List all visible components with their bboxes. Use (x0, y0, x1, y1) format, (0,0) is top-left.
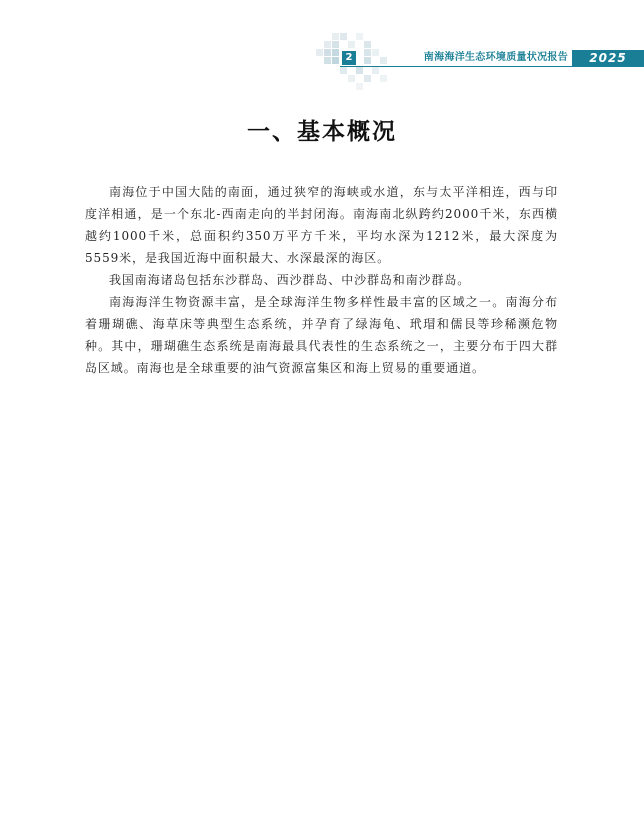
mosaic-square (324, 57, 331, 64)
mosaic-square (372, 67, 379, 74)
mosaic-square (332, 57, 339, 64)
mosaic-square (332, 41, 339, 48)
mosaic-square (364, 75, 371, 82)
paragraph-2: 我国南海诸岛包括东沙群岛、西沙群岛、中沙群岛和南沙群岛。 (109, 273, 471, 287)
mosaic-square (324, 41, 331, 48)
mosaic-square (324, 49, 331, 56)
year-badge: 2025 (572, 50, 644, 66)
mosaic-square (348, 75, 355, 82)
mosaic-square (356, 67, 363, 74)
paragraph-3: 南海海洋生物资源丰富，是全球海洋生物多样性最丰富的区域之一。南海分布着珊瑚礁、海草床等典型生态系统，并孕育了绿海龟、玳瑁和儒艮等珍稀濒危物种。其中，珊瑚礁生态系统是南海最具代表性的生态系统之一，主要分布于四大群岛区域。南海也是全球重要的油气资源富集区和海上贸易的重要通道。 (85, 295, 558, 375)
page-header (0, 0, 644, 90)
header-rule (340, 66, 644, 67)
mosaic-square (332, 33, 339, 40)
mosaic-square (380, 75, 387, 82)
mosaic-square (348, 41, 355, 48)
mosaic-square (356, 83, 363, 90)
body-text (85, 181, 558, 379)
mosaic-square (372, 49, 379, 56)
mosaic-square (340, 33, 347, 40)
report-title: 南海海洋生态环境质量状况报告 (423, 52, 568, 63)
mosaic-square (380, 57, 387, 64)
mosaic-square (356, 33, 363, 40)
mosaic-square (364, 49, 371, 56)
paragraph-1: 南海位于中国大陆的南面，通过狭窄的海峡或水道，东与太平洋相连，西与印度洋相通，是一个东北-西南走向的半封闭海。南海南北纵跨约2000千米，东西横越约1000千米，总面积约350万平方千米，平均水深为1212米，最大深度为5559米，是我国近海中面积最大、水深最深的海区。 (85, 185, 558, 265)
mosaic-square (332, 49, 339, 56)
mosaic-square (340, 67, 347, 74)
page-number: 2 (342, 51, 356, 65)
mosaic-square (364, 57, 371, 64)
mosaic-square (364, 41, 371, 48)
section-title: 一、基本概况 (247, 119, 397, 145)
mosaic-square (316, 49, 323, 56)
